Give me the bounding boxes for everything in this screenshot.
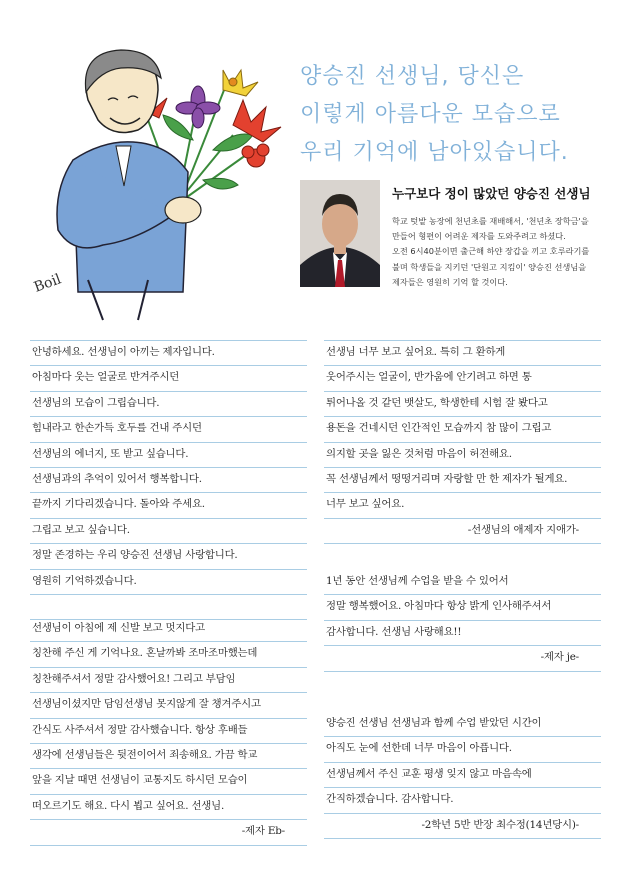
letter-line: 선생님과의 추억이 있어서 행복합니다. <box>30 468 307 493</box>
letter-line: 튀어나올 것 같던 뱃살도, 학생한테 시험 잘 봤다고 <box>324 392 601 417</box>
letter-line: 선생님이 아침에 제 신발 보고 멋지다고 <box>30 617 307 642</box>
letter-right-1 <box>324 340 601 544</box>
letter-line: 간직하겠습니다. 감사합니다. <box>324 788 601 813</box>
headline-line-2: 이렇게 아름다운 모습으로 <box>300 102 561 127</box>
letter-line: 1년 동안 선생님께 수업을 받을 수 있어서 <box>324 570 601 595</box>
letter-line: 선생님의 모습이 그립습니다. <box>30 392 307 417</box>
profile-line: 제자들은 영원히 기억 할 것이다. <box>392 276 508 287</box>
letter-line: 칭찬해 주신 게 기억나요. 혼날까봐 조마조마했는데 <box>30 642 307 667</box>
headline <box>300 58 620 172</box>
letter-signature: -선생님의 애제자 지애가- <box>324 519 601 544</box>
letter-signature: -제자 je- <box>324 646 601 671</box>
letter-line: 생각에 선생님들은 뒷전이어서 죄송해요. 가끔 학교 <box>30 744 307 769</box>
letter-left-1 <box>30 340 307 620</box>
letter-line: 칭찬해주셔서 정말 감사했어요! 그리고 부담임 <box>30 668 307 693</box>
letter-left-2 <box>30 617 307 846</box>
letter-line: 간식도 사주셔서 정말 감사했습니다. 항상 후배들 <box>30 719 307 744</box>
profile-line: 불며 학생들을 지키던 '단원고 지킴이' 양승진 선생님을 <box>392 261 587 272</box>
profile-line: 학교 텃밭 농장에 천년초를 재배해서, '천년초 장학금'을 <box>392 216 589 226</box>
letter-line: 선생님 너무 보고 싶어요. 특히 그 환하게 <box>324 340 601 366</box>
profile-line: 오전 6시40분이면 출근해 하얀 장갑을 끼고 호루라기를 <box>392 246 590 257</box>
letter-line: 너무 보고 싶어요. <box>324 493 601 518</box>
letter-line: 의지할 곳을 잃은 것처럼 마음이 허전해요. <box>324 443 601 468</box>
letter-line: 앞을 지날 때면 선생님이 교통지도 하시던 모습이 <box>30 769 307 794</box>
headline-line-1: 양승진 선생님, 당신은 <box>300 64 525 89</box>
letter-signature: -제자 Eb- <box>30 820 307 845</box>
letter-line: 감사합니다. 선생님 사랑해요!! <box>324 621 601 646</box>
letter-signature: -2학년 5반 반장 최수정(14년당시)- <box>324 814 601 839</box>
teacher-photo <box>300 180 380 287</box>
letter-line: 선생님의 에너지, 또 받고 싶습니다. <box>30 443 307 468</box>
teacher-illustration <box>28 30 298 330</box>
letter-line: 양승진 선생님 선생님과 함께 수업 받았던 시간이 <box>324 712 601 737</box>
letter-line: 힘내라고 한손가득 호두를 건내 주시던 <box>30 417 307 442</box>
letter-line: 영원히 기억하겠습니다. <box>30 570 307 595</box>
profile-title: 누구보다 정이 많았던 양승진 선생님 <box>392 186 591 201</box>
letter-line: 꼭 선생님께서 떵떵거리며 자랑할 만 한 제자가 될게요. <box>324 468 601 493</box>
letter-line: 떠오르기도 해요. 다시 뵙고 싶어요. 선생님. <box>30 795 307 820</box>
headline-line-3: 우리 기억에 남아있습니다. <box>300 140 569 165</box>
letter-line: 끝까지 기다리겠습니다. 돌아와 주세요. <box>30 493 307 518</box>
letter-line: 아직도 눈에 선한데 너무 마음이 아픕니다. <box>324 737 601 762</box>
letter-line: 선생님께서 주신 교훈 평생 잊지 않고 마음속에 <box>324 763 601 788</box>
letter-line: 선생님이셨지만 담임선생님 못지않게 잘 챙겨주시고 <box>30 693 307 718</box>
letter-line: 웃어주시는 얼굴이, 반가움에 안기려고 하면 통 <box>324 366 601 391</box>
letter-right-3 <box>324 712 601 839</box>
illustration-signature: Boil <box>31 271 64 296</box>
letter-line: 그립고 보고 싶습니다. <box>30 519 307 544</box>
letter-line: 정말 행복했어요. 아침마다 항상 밝게 인사해주셔서 <box>324 595 601 620</box>
profile-line: 만들어 형편이 어려운 제자를 도와주려고 하셨다. <box>392 231 566 242</box>
profile-body <box>392 214 624 290</box>
letter-line: 정말 존경하는 우리 양승진 선생님 사랑합니다. <box>30 544 307 569</box>
letter-line: 용돈을 건네시던 인간적인 모습까지 참 많이 그립고 <box>324 417 601 442</box>
letter-line: 아침마다 웃는 얼굴로 반겨주시던 <box>30 366 307 391</box>
letter-line: 안녕하세요. 선생님이 아끼는 제자입니다. <box>30 340 307 366</box>
letter-right-2 <box>324 570 601 672</box>
